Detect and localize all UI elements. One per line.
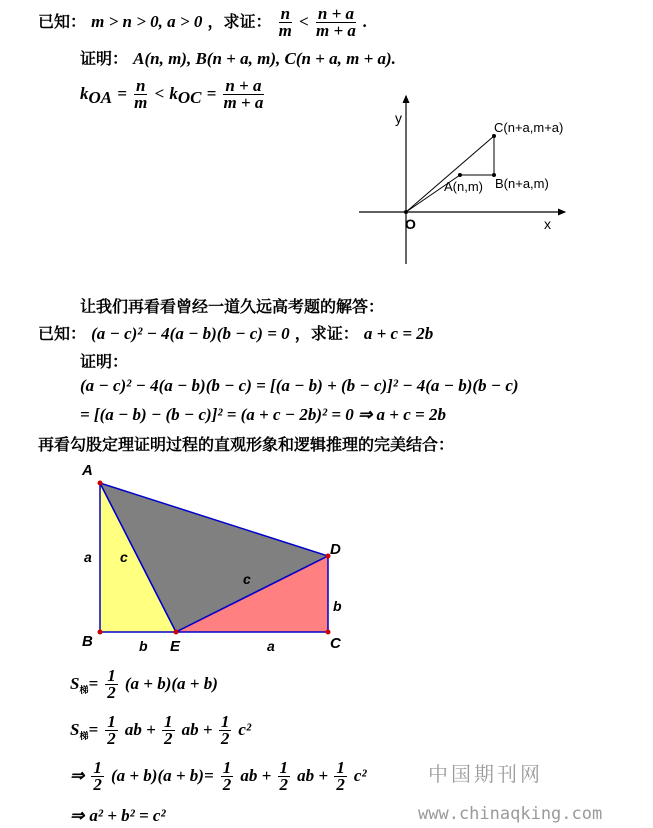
fraction-half: $\frac{1}{2}$ (107, 666, 116, 702)
area-subscript: 梯 (79, 732, 89, 743)
fraction-n-over-m: $\frac{n}{m}$ (278, 4, 292, 40)
formula-3: ⇒ $\frac{1}{2}$ (a + b)(a + b)= $\frac{1}{2}$ ab + $\frac{1}{2}$ ab + $\frac{1}{2}$ c² (70, 758, 367, 794)
implies-symbol: ⇒ (70, 806, 85, 825)
section2-proof-label: 证明： (80, 352, 129, 371)
prove-expression: a + c = 2b (363, 324, 434, 343)
point-o (404, 210, 408, 214)
pythagorean-result: a² + b² = c² (89, 806, 166, 825)
label-side-a-bottom: a (267, 638, 275, 654)
area-symbol: S (70, 720, 80, 739)
fraction-half: $\frac{1}{2}$ (220, 712, 230, 748)
origin-label: O (405, 216, 416, 232)
fraction-half: $\frac{1}{2}$ (164, 712, 173, 748)
term-ab: ab + (124, 720, 161, 739)
fraction-half: $\frac{1}{2}$ (107, 712, 116, 748)
label-d-vertex: D (330, 541, 341, 558)
fraction-half: $\frac{1}{2}$ (336, 758, 345, 794)
given-expression: m > n > 0, a > 0 (91, 12, 203, 31)
formula-3-lhs: (a + b)(a + b) (110, 766, 204, 785)
section2-given-line (38, 321, 433, 344)
label-b-vertex: B (82, 633, 93, 650)
label-side-b-bottom: b (139, 638, 148, 654)
less-than-sign: < (154, 84, 165, 103)
proof-line-2: = [(a − b) − (b − c)]² = (a + c − 2b)² = 0 ⇒ a + c = 2b (80, 405, 446, 424)
area-symbol: S (70, 674, 80, 693)
x-axis-label: x (544, 216, 551, 232)
term-c-squared: c² (353, 766, 367, 785)
y-axis-label: y (395, 110, 402, 126)
section2-intro: 让我们再看看曾经一道久远高考题的解答： (80, 297, 385, 316)
point-a-label: A(n,m) (444, 179, 483, 194)
label-a-vertex: A (82, 462, 93, 479)
proof-points: A(n, m), B(n + a, m), C(n + a, m + a). (133, 49, 396, 68)
fraction-half: $\frac{1}{2}$ (279, 758, 289, 794)
prove-label: ，求证： (294, 324, 359, 343)
watermark-url: www.chinaqking.com (418, 804, 603, 824)
vertex-a (98, 481, 103, 486)
fraction-half: $\frac{1}{2}$ (222, 758, 232, 794)
label-c-vertex: C (330, 635, 341, 652)
label-side-c-mid: c (243, 571, 251, 587)
term-ab: ab + (181, 720, 217, 739)
proof-points-line (80, 46, 396, 69)
formula-1-rest: (a + b)(a + b) (124, 674, 218, 693)
prove-label: ，求证： (207, 12, 272, 31)
term-ab: ab + (297, 766, 333, 785)
formula-4 (70, 806, 166, 826)
period: . (363, 12, 368, 31)
less-than-sign: < (299, 12, 309, 31)
point-a (458, 173, 462, 177)
vertex-e (174, 630, 179, 635)
point-b-label: B(n+a,m) (495, 176, 549, 191)
term-c-squared: c² (238, 720, 252, 739)
slope-sub-oc: OC (177, 88, 202, 108)
vertex-b (98, 630, 103, 635)
fraction-slope-oc: $\frac{n + a}{m + a}$ (223, 76, 264, 112)
segment-oc (406, 136, 494, 212)
implies-symbol: ⇒ (70, 766, 85, 785)
vertex-c (326, 630, 331, 635)
proof-label: 证明： (80, 49, 129, 68)
equals-sign: = (117, 84, 127, 103)
equals-sign: = (206, 84, 217, 103)
given-label: 已知： (38, 324, 87, 343)
label-side-a-left: a (84, 549, 92, 565)
label-side-b-right: b (333, 598, 342, 614)
slope-k: k (80, 84, 89, 103)
slope-inequality (80, 78, 266, 111)
given-label: 已知： (38, 12, 87, 31)
given-line-1 (38, 6, 367, 39)
coordinate-figure (355, 92, 575, 272)
formula-1: $S_梯=$ $\frac{1}{2}$ (a + b)(a + b) (70, 666, 218, 702)
formula-2: $S_梯=$ $\frac{1}{2}$ ab + $\frac{1}{2}$ ab + $\frac{1}{2}$ c² (70, 712, 252, 748)
fraction-slope-oa: $\frac{n}{m}$ (134, 76, 148, 112)
proof-line-1: (a − c)² − 4(a − b)(b − c) = [(a − b) + (b − c)]² − 4(a − b)(b − c) (80, 376, 519, 395)
given-expression: (a − c)² − 4(a − b)(b − c) = 0 (91, 324, 290, 343)
slope-sub-oa: OA (88, 88, 113, 108)
section3-intro: 再看勾股定理证明过程的直观形象和逻辑推理的完美结合： (38, 435, 455, 454)
label-e-vertex: E (170, 638, 181, 655)
label-side-c-left: c (120, 549, 128, 565)
term-ab: ab + (240, 766, 276, 785)
point-c-label: C(n+a,m+a) (494, 120, 564, 135)
fraction-n-plus-a-over-m-plus-a: $\frac{n + a}{m + a}$ (316, 4, 356, 40)
slope-k: k (169, 84, 178, 103)
fraction-half: $\frac{1}{2}$ (93, 758, 102, 794)
watermark-cn: 中国期刊网 (428, 762, 543, 786)
trapezoid-figure (70, 458, 360, 658)
area-subscript: 梯 (79, 686, 89, 697)
